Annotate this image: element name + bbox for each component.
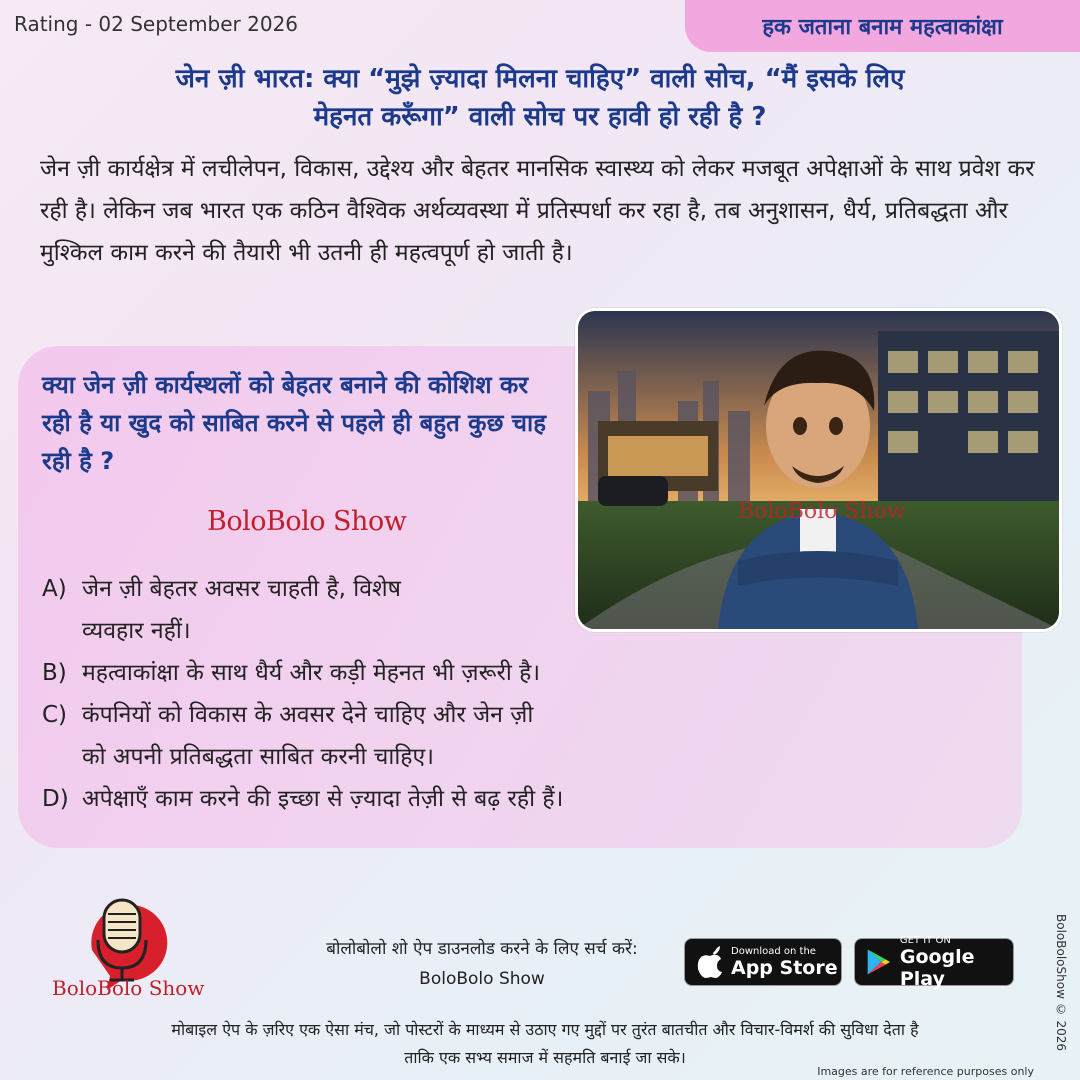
intro-paragraph: जेन ज़ी कार्यक्षेत्र में लचीलेपन, विकास, उद्देश्य और बेहतर मानसिक स्वास्थ्य को लेकर मजबूत अपेक्षाओं के साथ प्रवेश कर रही है। लेकिन जब भारत एक कठिन वैश्विक अर्थव्यवस्था में प्रतिस्पर्धा कर रहा है, तब अनुशासन, धैर्य, प्रतिबद्धता और मुश्किल काम करने की तैयारी भी उतनी ही महत्वपूर्ण हो जाती है। (40, 156, 1035, 266)
option-c[interactable] (42, 694, 742, 778)
poll-options (42, 568, 742, 820)
headline-line-1: जेन ज़ी भारत: क्या “मुझे ज़्यादा मिलना चाहिए” वाली सोच, “मैं इसके लिए (175, 64, 905, 94)
app-store-button[interactable] (684, 938, 842, 986)
option-key: C) (42, 702, 68, 728)
logo-label: BoloBolo Show (52, 976, 205, 1000)
option-key: B) (42, 660, 67, 686)
headline (60, 60, 1020, 136)
option-d[interactable] (42, 778, 742, 820)
app-store-big-text: App Store (731, 956, 838, 979)
google-play-button[interactable] (854, 934, 1014, 990)
option-text: महत्वाकांक्षा के साथ धैर्य और कड़ी मेहनत भी ज़रूरी है। (82, 660, 541, 686)
option-text (82, 694, 742, 778)
download-prompt-line-2: BoloBolo Show (419, 969, 545, 989)
image-watermark: BoloBolo Show (738, 499, 906, 524)
copyright: BoloBoloShow © 2026 (1054, 914, 1068, 1052)
google-play-big-text: Google Play (899, 945, 975, 990)
topic-tag (685, 0, 1080, 52)
google-play-small-text: GET IT ON (899, 934, 951, 946)
google-play-icon (865, 946, 892, 978)
option-text-line-2: व्यवहार नहीं। (82, 618, 191, 644)
option-key: D) (42, 786, 69, 812)
option-text-line-1: कंपनियों को विकास के अवसर देने चाहिए और जेन ज़ी (82, 702, 534, 728)
option-b[interactable] (42, 652, 742, 694)
app-description (40, 1016, 1050, 1072)
download-prompt-line-1: बोलोबोलो शो ऐप डाउनलोड करने के लिए सर्च करें: (326, 939, 638, 959)
apple-icon (695, 945, 725, 979)
download-prompt (292, 934, 672, 994)
brand-watermark: BoloBolo Show (207, 506, 407, 537)
headline-line-2: मेहनत करूँगा” वाली सोच पर हावी हो रही है ? (313, 102, 767, 132)
option-text-line-1: जेन ज़ी बेहतर अवसर चाहती है, विशेष (82, 576, 401, 602)
option-a[interactable] (42, 568, 742, 652)
app-description-line-1: मोबाइल ऐप के ज़रिए एक ऐसा मंच, जो पोस्टरों के माध्यम से उठाए गए मुद्दों पर तुरंत बातचीत और विचार-विमर्श की सुविधा देता है (171, 1020, 919, 1039)
option-text-line-2: को अपनी प्रतिबद्धता साबित करनी चाहिए। (82, 744, 434, 770)
topic-label: हक जताना बनाम महत्वाकांक्षा (762, 15, 1003, 40)
rating-date: Rating - 02 September 2026 (14, 12, 299, 36)
option-key: A) (42, 576, 67, 602)
app-store-small-text: Download on the (731, 945, 816, 957)
option-text (82, 568, 742, 652)
option-text: अपेक्षाएँ काम करने की इच्छा से ज़्यादा तेज़ी से बढ़ रही हैं। (82, 786, 564, 812)
disclaimer: Images are for reference purposes only (817, 1065, 1034, 1078)
app-description-line-2: ताकि एक सभ्य समाज में सहमति बनाई जा सके। (404, 1048, 686, 1067)
poll-question: क्या जेन ज़ी कार्यस्थलों को बेहतर बनाने की कोशिश कर रही है या खुद को साबित करने से पहले ही बहुत कुछ चाह रही है ? (42, 371, 546, 475)
